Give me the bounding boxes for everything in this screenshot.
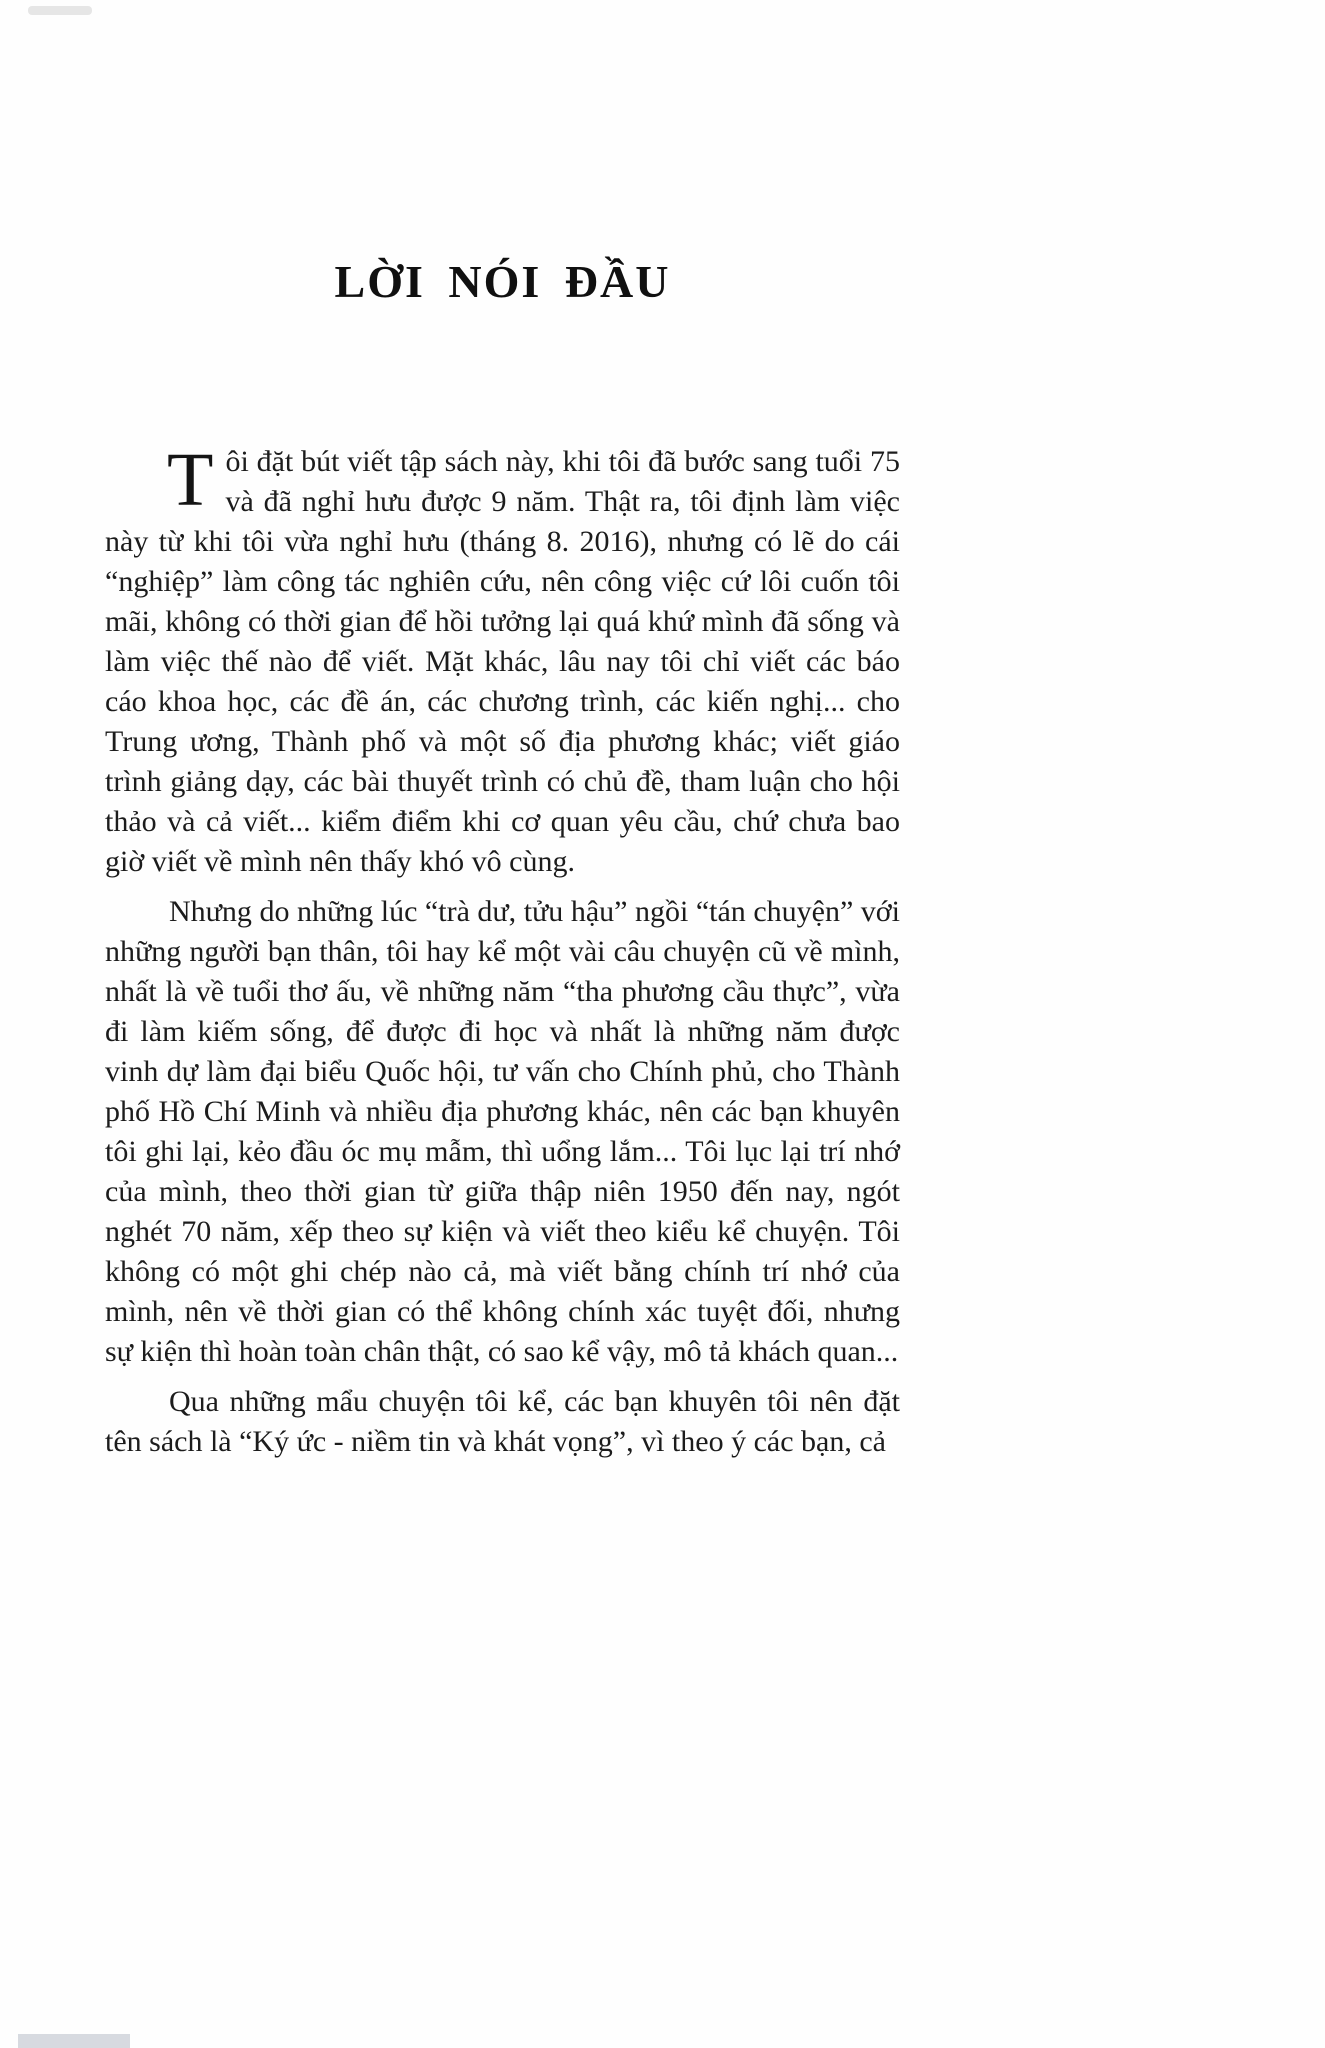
paragraph: Qua những mẩu chuyện tôi kể, các bạn khuyên tôi nên đặt tên sách là “Ký ức - niềm tin và khát vọng”, vì theo ý các bạn, cả — [105, 1385, 900, 1458]
scan-artifact-bottom — [18, 2034, 130, 2048]
scan-artifact-top — [28, 6, 92, 15]
drop-cap: T — [167, 438, 214, 522]
paragraph: Nhưng do những lúc “trà dư, tửu hậu” ngồi “tán chuyện” với những người bạn thân, tôi hay kể một vài câu chuyện cũ về mình, nhất là về tuổi thơ ấu, về những năm “tha phương cầu thực”, vừa đi làm kiếm sống, để được đi học và nhất là những năm được vinh dự làm đại biểu Quốc hội, tư vấn cho Chính phủ, cho Thành phố Hồ Chí Minh và nhiều địa phương khác, nên các bạn khuyên tôi ghi lại, kẻo đầu óc mụ mẫm, thì uổng lắm... Tôi lục lại trí nhớ của mình, theo thời gian từ giữa thập niên 1950 đến nay, ngót nghét 70 năm, xếp theo sự kiện và viết theo kiểu kể chuyện. Tôi không có một ghi chép nào cả, mà viết bằng chính trí nhớ của mình, nên về thời gian có thể không chính xác tuyệt đối, nhưng sự kiện thì hoàn toàn chân thật, có sao kể vậy, mô tả khách quan... — [105, 895, 900, 1368]
page-title: LỜI NÓI ĐẦU — [334, 256, 671, 307]
text-column — [105, 0, 900, 1472]
paragraph-text: ôi đặt bút viết tập sách này, khi tôi đã bước sang tuổi 75 và đã nghỉ hưu được 9 năm. Thật ra, tôi định làm việc này từ khi tôi vừa nghỉ hưu (tháng 8. 2016), nhưng có lẽ do cái “nghiệp” làm công tác nghiên cứu, nên công việc cứ lôi cuốn tôi mãi, không có thời gian để hồi tưởng lại quá khứ mình đã sống và làm việc thế nào để viết. Mặt khác, lâu nay tôi chỉ viết các báo cáo khoa học, các đề án, các chương trình, các kiến nghị... cho Trung ương, Thành phố và một số địa phương khác; viết giáo trình giảng dạy, các bài thuyết trình có chủ đề, tham luận cho hội thảo và cả viết... kiểm điểm khi cơ quan yêu cầu, chứ chưa bao giờ viết về mình nên thấy khó vô cùng. — [105, 445, 900, 878]
paragraph — [105, 438, 900, 882]
body-text — [105, 438, 900, 1462]
